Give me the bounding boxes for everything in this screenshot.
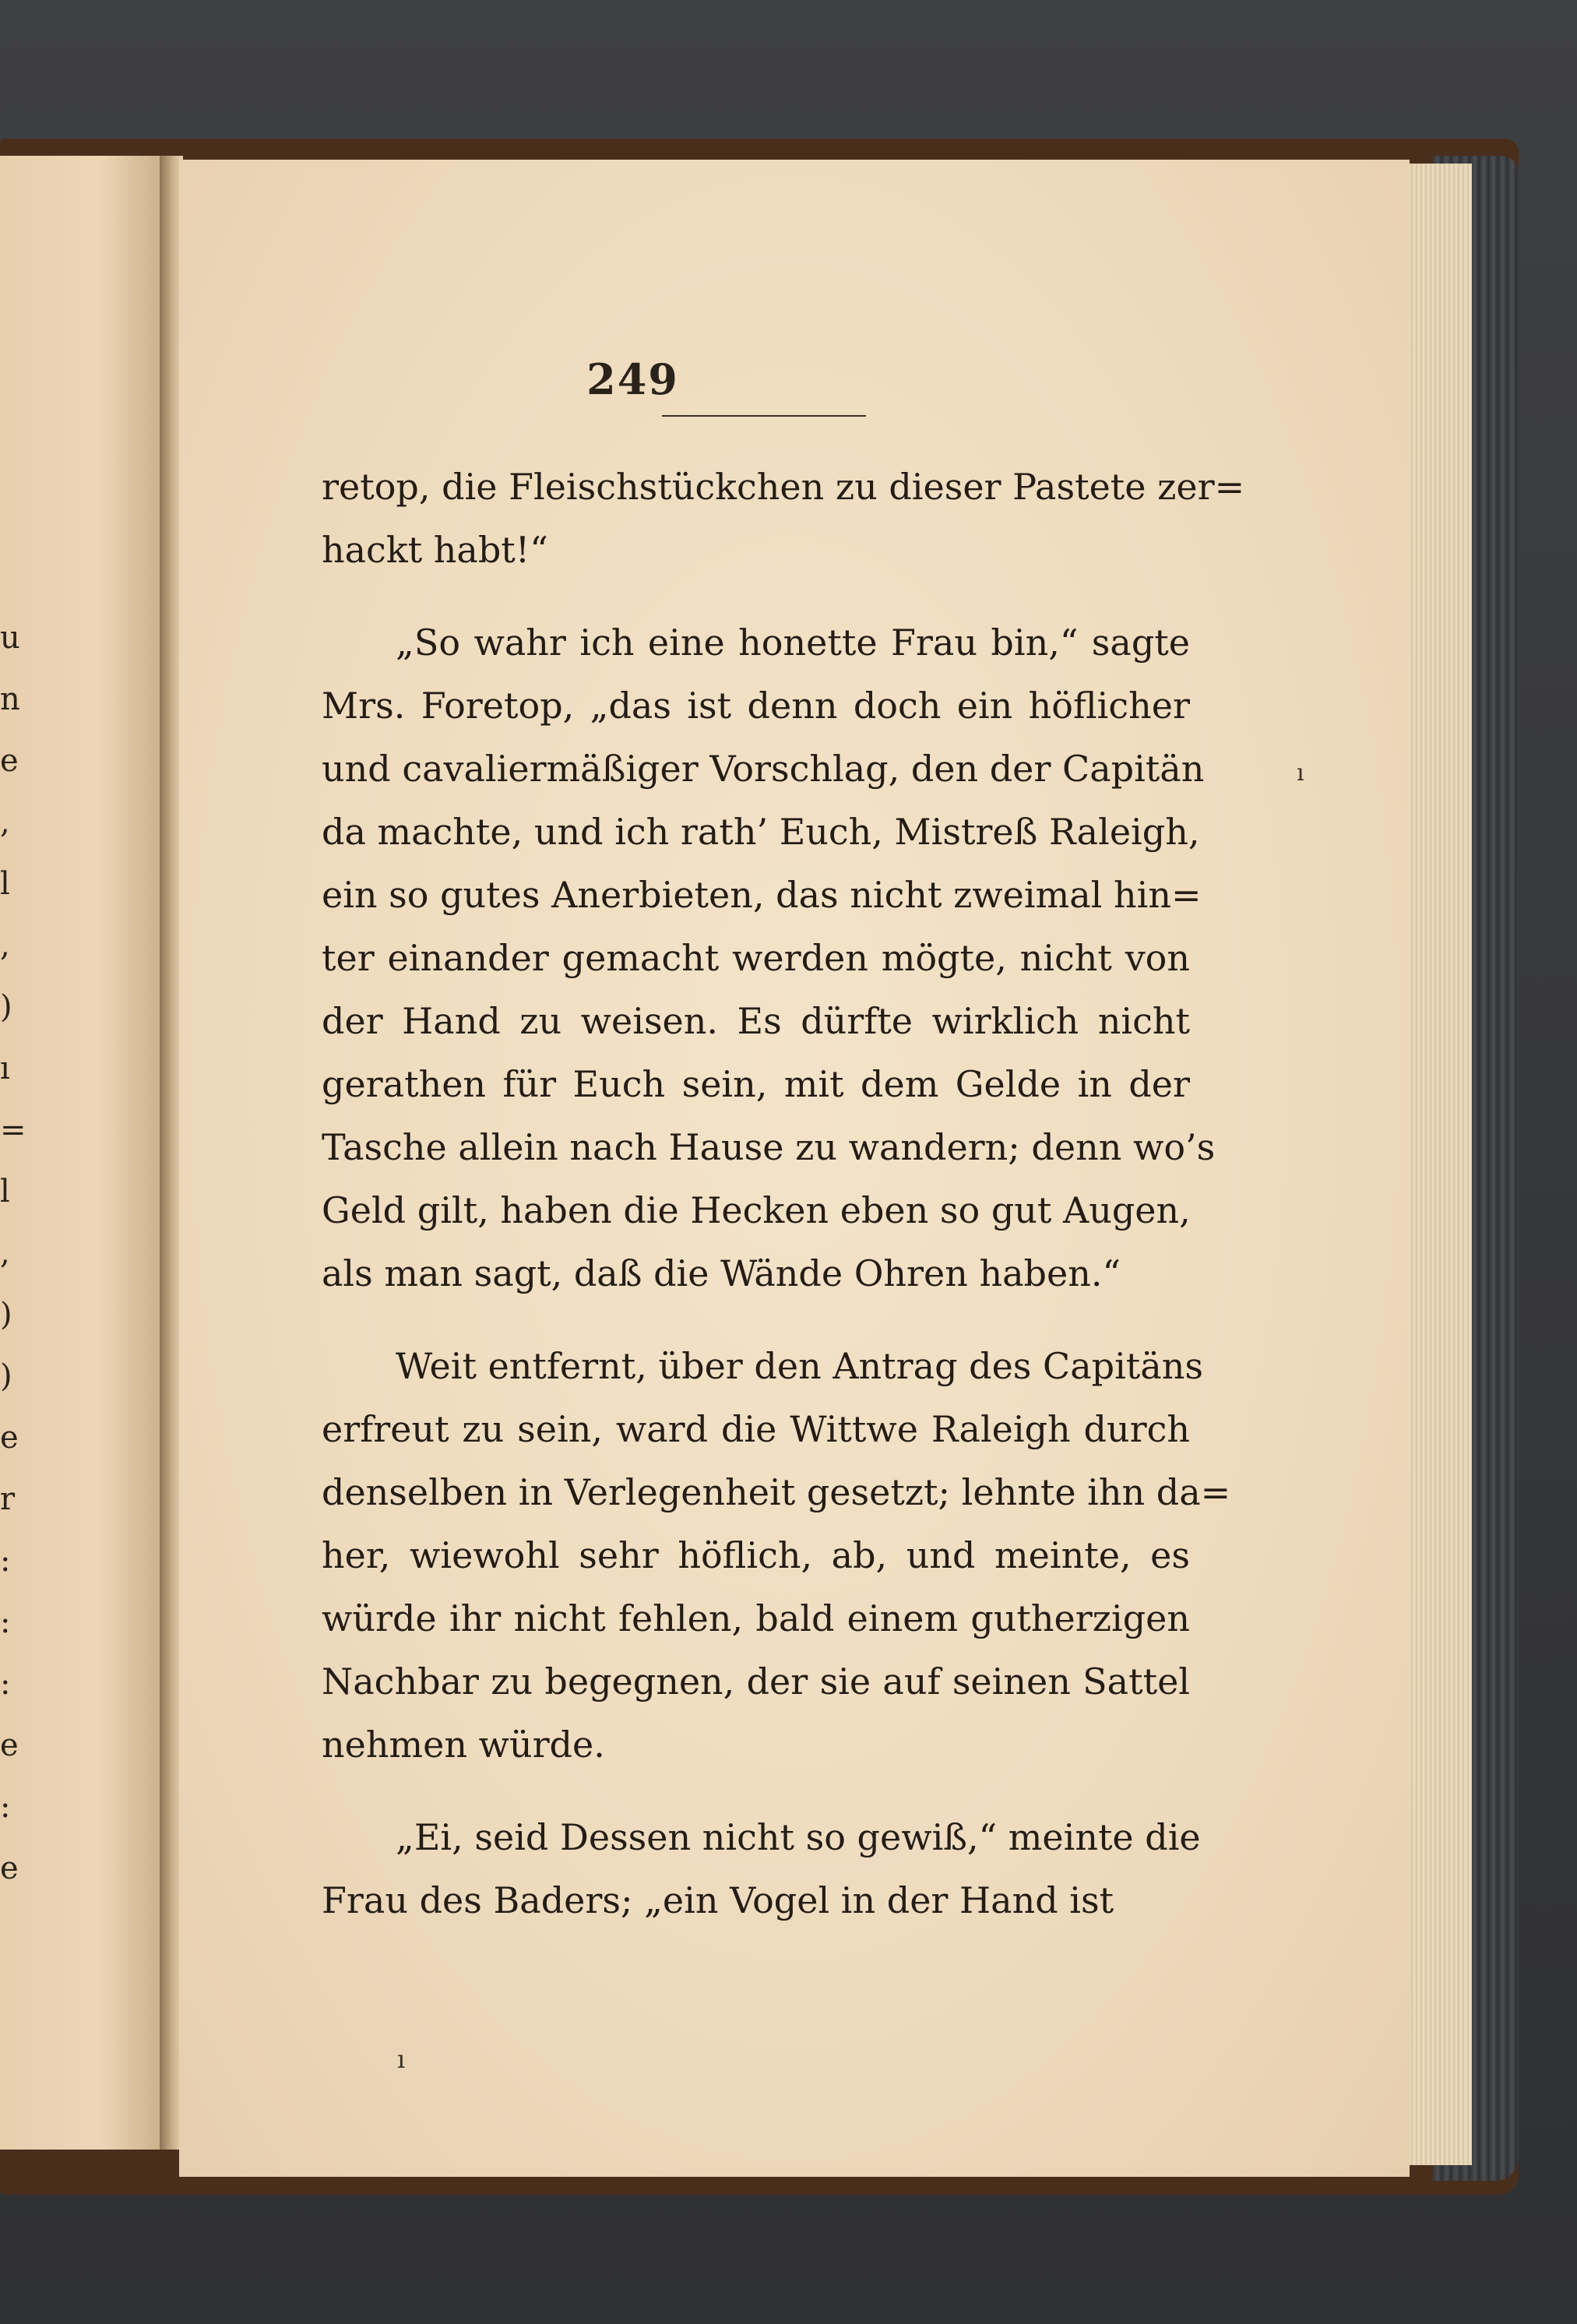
- text-line: Mrs. Foretop, „das ist denn doch ein höflicher: [322, 685, 1190, 727]
- left-page-fragment: u: [0, 620, 20, 656]
- text-line: gerathen für Euch sein, mit dem Gelde in der: [322, 1063, 1190, 1105]
- text-line: da machte, und ich rath’ Euch, Mistreß Raleigh,: [322, 811, 1200, 853]
- text-line: hackt habt!“: [322, 529, 548, 571]
- text-line: ein so gutes Anerbieten, das nicht zweimal hin=: [322, 874, 1202, 916]
- text-line: Nachbar zu begegnen, der sie auf seinen Sattel: [322, 1660, 1190, 1703]
- left-page-fragment: ,: [0, 805, 10, 840]
- left-page-fragment: l: [0, 866, 10, 902]
- left-page-fragment: ,: [0, 928, 10, 963]
- left-page-fragment: e: [0, 1850, 19, 1886]
- text-line: ter einander gemacht werden mögte, nicht von: [322, 937, 1190, 979]
- text-line: „So wahr ich eine honette Frau bin,“ sagte: [396, 621, 1190, 664]
- text-line: Frau des Baders; „ein Vogel in der Hand ist: [322, 1879, 1114, 1921]
- text-line: würde ihr nicht fehlen, bald einem gutherzigen: [322, 1597, 1190, 1639]
- paragraph-gap: [322, 1305, 1190, 1335]
- header-rule: [662, 415, 866, 417]
- stray-mark: ı: [1297, 759, 1304, 787]
- left-page-fragment: :: [0, 1666, 11, 1702]
- text-line: Tasche allein nach Hause zu wandern; denn wo’s: [322, 1126, 1216, 1168]
- text-line: der Hand zu weisen. Es dürfte wirklich nicht: [322, 1000, 1190, 1042]
- text-line: nehmen würde.: [322, 1724, 605, 1766]
- left-page: [0, 156, 167, 2150]
- left-page-fragment: r: [0, 1481, 16, 1517]
- text-line: Geld gilt, haben die Hecken eben so gut Augen,: [322, 1189, 1191, 1231]
- text-line: „Ei, seid Dessen nicht so gewiß,“ meinte die: [396, 1816, 1201, 1858]
- left-page-fragment: n: [0, 681, 20, 717]
- left-page-fragments: [0, 607, 26, 1900]
- left-page-fragment: ): [0, 1358, 12, 1394]
- paragraph: [322, 456, 1245, 582]
- text-line: retop, die Fleischstückchen zu dieser Pastete zer=: [322, 466, 1245, 508]
- page-number: 249: [586, 354, 679, 404]
- text-line: und cavaliermäßiger Vorschlag, den der Capitän: [322, 748, 1205, 790]
- left-page-fragment: :: [0, 1604, 11, 1640]
- paragraph: [322, 1806, 1201, 1932]
- text-line: her, wiewohl sehr höflich, ab, und meinte, es: [322, 1534, 1190, 1576]
- left-page-fragment: e: [0, 1420, 19, 1456]
- paragraph-gap: [322, 1776, 1190, 1806]
- body-text: [322, 456, 1245, 1932]
- text-line: erfreut zu sein, ward die Wittwe Raleigh durch: [322, 1408, 1190, 1450]
- left-page-fragment: :: [0, 1543, 11, 1579]
- left-page-fragment: e: [0, 743, 19, 779]
- text-line: als man sagt, daß die Wände Ohren haben.“: [322, 1252, 1121, 1294]
- stray-mark: ı: [397, 2044, 406, 2074]
- left-page-fragment: ,: [0, 1235, 10, 1271]
- left-page-fragment: l: [0, 1174, 10, 1210]
- left-page-fragment: ): [0, 989, 12, 1025]
- left-page-fragment: =: [0, 1112, 26, 1148]
- paragraph-gap: [322, 582, 1190, 611]
- left-page-fragment: e: [0, 1727, 19, 1763]
- paragraph: [322, 611, 1216, 1305]
- text-line: denselben in Verlegenheit gesetzt; lehnte ihn da=: [322, 1471, 1231, 1513]
- paragraph: [322, 1335, 1231, 1776]
- left-page-fragment: :: [0, 1789, 11, 1825]
- text-line: Weit entfernt, über den Antrag des Capitäns: [396, 1345, 1203, 1387]
- left-page-fragment: ı: [0, 1051, 10, 1086]
- left-page-fragment: ): [0, 1297, 12, 1333]
